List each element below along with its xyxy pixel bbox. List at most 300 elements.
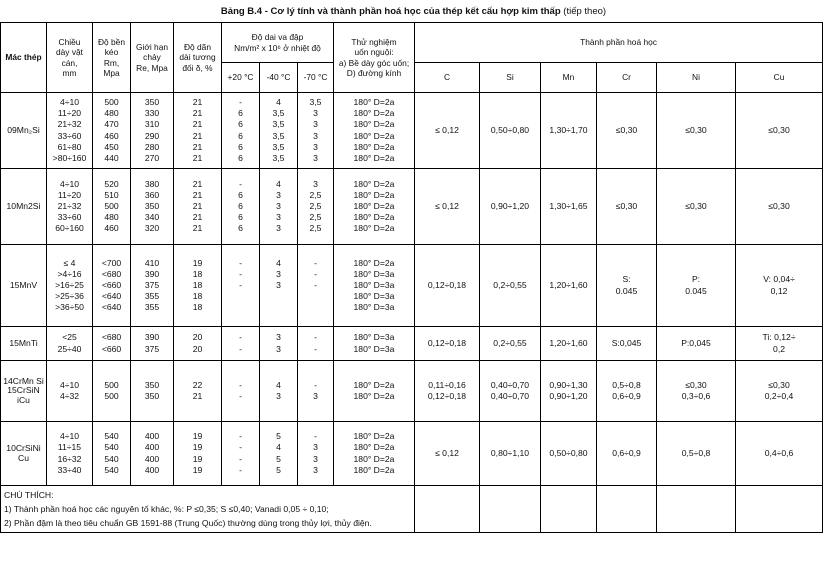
- comp-mn-cell: [541, 422, 597, 486]
- comp-si-value: 0,2÷0,55: [493, 337, 527, 348]
- impact-20-cell: [222, 327, 260, 361]
- thickness-value: 4÷10: [59, 431, 80, 442]
- yield-strength-value: 350: [144, 96, 160, 107]
- bend-test-value: 180° D=2a: [353, 257, 395, 268]
- header-line: Độ bền: [97, 36, 125, 47]
- tensile-strength-value: <700: [101, 257, 122, 268]
- header-line: Re, Mpa: [136, 62, 168, 73]
- tensile-strength-value: <660: [101, 343, 122, 354]
- impact-70-value: 3: [313, 178, 318, 189]
- bend-test-value: 180° D=2a: [353, 96, 395, 107]
- impact-70-value: -: [314, 268, 317, 279]
- comp-cr-value: ≤0,30: [615, 200, 638, 211]
- tensile-strength-value: <640: [101, 302, 122, 313]
- comp-cu-cell: [736, 422, 823, 486]
- comp-c-value: 0,11÷0,16: [428, 379, 466, 390]
- header-thu-nghiem: [334, 23, 415, 93]
- steel-grade: 10Mn2Si: [1, 169, 47, 245]
- thickness-value: 4÷32: [59, 391, 80, 401]
- impact-70-cell: [298, 169, 334, 245]
- yield-strength-value: 400: [144, 464, 160, 475]
- elongation-value: 21: [192, 223, 203, 234]
- impact-70-value: 3: [313, 152, 318, 163]
- header-gioi-han: [131, 23, 174, 93]
- tensile-strength-value: 520: [104, 178, 119, 189]
- bend-test-value: 180° D=2a: [353, 119, 395, 130]
- notes-empty-cell: [657, 486, 736, 533]
- bend-test-value: 180° D=2a: [353, 141, 395, 152]
- yield-strength-value: 290: [144, 130, 160, 141]
- bend-test-value: 180° D=2a: [353, 431, 395, 442]
- comp-cu-cell: [736, 93, 823, 169]
- elongation-value: 21: [192, 212, 203, 223]
- thickness-value: 11÷20: [57, 189, 82, 200]
- impact-70-value: -: [314, 379, 317, 390]
- impact-70-value: [299, 302, 332, 313]
- impact-20-value: -: [239, 442, 242, 453]
- header-element-si: Si: [480, 63, 541, 93]
- comp-mn-cell: [541, 93, 597, 169]
- notes-line-2: 2) Phần đậm là theo tiêu chuẩn GB 1591-88 (Trung Quốc) thường dùng trong thủy lợi, thủy điện.: [4, 518, 372, 528]
- comp-ni-cell: [657, 422, 736, 486]
- thickness-value: >36÷50: [55, 302, 84, 313]
- header-line: Rm,: [103, 57, 120, 68]
- impact-20-value: -: [239, 391, 242, 401]
- header-chieu-day: [47, 23, 93, 93]
- yield-strength-value: 375: [144, 343, 160, 354]
- bend-test-value: 180° D=3a: [353, 268, 395, 279]
- comp-cu-cell: [736, 169, 823, 245]
- impact-20-value: -: [239, 332, 242, 343]
- table-row: [1, 93, 823, 169]
- comp-ni-cell: [657, 93, 736, 169]
- impact-40-value: 4: [276, 257, 281, 268]
- elongation-value: 21: [192, 152, 203, 163]
- thickness-value: >4÷16: [57, 268, 82, 279]
- header-element-ni: Ni: [657, 63, 736, 93]
- tensile-strength-value: 480: [104, 108, 119, 119]
- comp-mn-value: 0,90÷1,30: [549, 379, 588, 390]
- bend-test-value: 180° D=3a: [353, 302, 395, 313]
- table-title: Bảng B.4 - Cơ lý tính và thành phần hoá học của thép kết cấu hợp kim thấp (tiếp theo): [220, 6, 607, 17]
- impact-20-value: -: [239, 268, 242, 279]
- tensile-strength-value: 500: [104, 200, 119, 211]
- impact-70-cell: [298, 327, 334, 361]
- impact-20-cell: [222, 361, 260, 422]
- header-line: đối δ, %: [182, 62, 213, 73]
- yield-strength-cell: [131, 245, 174, 327]
- yield-strength-cell: [131, 327, 174, 361]
- header-do-ben: [93, 23, 131, 93]
- impact-40-value: 3: [276, 332, 281, 343]
- thickness-cell: [47, 327, 93, 361]
- impact-70-value: -: [314, 332, 317, 343]
- tensile-strength-value: 500: [104, 391, 119, 401]
- impact-20-value: 6: [238, 119, 243, 130]
- impact-40-value: 4: [276, 379, 281, 390]
- impact-40-value: 3: [276, 343, 281, 354]
- yield-strength-value: 400: [144, 442, 160, 453]
- impact-20-value: [223, 291, 258, 302]
- header-element-mn: Mn: [541, 63, 597, 93]
- header-temp-20: +20 °C: [222, 63, 260, 93]
- impact-40-value: 3: [276, 189, 281, 200]
- elongation-cell: [174, 93, 222, 169]
- comp-cr-value: 0,6÷0,9: [612, 391, 641, 401]
- header-mac-thep: Mác thép: [1, 23, 47, 93]
- impact-70-value: 2,5: [309, 200, 322, 211]
- yield-strength-value: 340: [144, 212, 160, 223]
- thickness-value: 11÷15: [57, 442, 82, 453]
- yield-strength-value: 360: [144, 189, 160, 200]
- yield-strength-value: 390: [144, 268, 160, 279]
- thickness-value: 33÷60: [57, 212, 82, 223]
- comp-si-value: 0,90÷1,20: [490, 200, 530, 211]
- comp-cu-cell: [736, 361, 823, 422]
- comp-cu-value: 0,4÷0,6: [764, 447, 794, 458]
- comp-cr-cell: [597, 93, 657, 169]
- impact-40-value: 3: [276, 268, 281, 279]
- header-do-dan: [174, 23, 222, 93]
- notes-empty-cell: [597, 486, 657, 533]
- comp-mn-cell: [541, 327, 597, 361]
- impact-70-value: 3: [313, 141, 318, 152]
- impact-40-cell: [260, 361, 298, 422]
- impact-20-value: -: [239, 279, 242, 290]
- elongation-cell: [174, 422, 222, 486]
- bend-test-value: 180° D=2a: [353, 223, 395, 234]
- header-temp-40: -40 °C: [260, 63, 298, 93]
- thickness-value: 25÷40: [57, 343, 82, 354]
- elongation-value: 18: [192, 302, 203, 313]
- bend-test-value: 180° D=2a: [353, 212, 395, 223]
- impact-20-value: 6: [238, 189, 243, 200]
- impact-70-value: 3: [313, 453, 318, 464]
- steel-grade: 10CrSiNi Cu: [1, 422, 47, 486]
- tensile-strength-value: 500: [104, 96, 119, 107]
- comp-cu-value: 0,12: [770, 285, 788, 296]
- impact-40-cell: [260, 422, 298, 486]
- impact-70-value: [299, 291, 332, 302]
- impact-40-value: 4: [276, 178, 281, 189]
- header-line: dài tương: [179, 52, 216, 63]
- bend-test-cell: [334, 422, 415, 486]
- bend-test-value: 180° D=2a: [353, 391, 395, 401]
- impact-70-value: 3: [313, 130, 318, 141]
- impact-20-cell: [222, 93, 260, 169]
- elongation-cell: [174, 327, 222, 361]
- impact-20-value: 6: [238, 212, 243, 223]
- elongation-value: 21: [192, 391, 203, 401]
- thickness-cell: [47, 169, 93, 245]
- comp-ni-value: P:: [691, 274, 701, 285]
- table-row: [1, 327, 823, 361]
- bend-test-cell: [334, 327, 415, 361]
- comp-si-value: 0,50÷0,80: [490, 124, 530, 135]
- comp-ni-value: 0,3÷0,6: [681, 391, 711, 401]
- comp-ni-value: ≤0,30: [685, 200, 707, 211]
- elongation-value: 20: [192, 343, 203, 354]
- comp-cu-value: ≤0,30: [768, 200, 790, 211]
- comp-si-value: 0,2÷0,55: [493, 279, 527, 290]
- impact-40-value: 3,5: [272, 141, 285, 152]
- comp-ni-cell: [657, 169, 736, 245]
- comp-c-value: 0,12÷0,18: [427, 337, 467, 348]
- thickness-value: 11÷20: [57, 108, 82, 119]
- elongation-cell: [174, 169, 222, 245]
- impact-70-value: 3: [313, 108, 318, 119]
- thickness-value: 33÷40: [57, 464, 82, 475]
- bend-test-value: 180° D=3a: [353, 291, 395, 302]
- comp-cr-cell: [597, 327, 657, 361]
- comp-cr-cell: [597, 169, 657, 245]
- comp-mn-value: 0,90÷1,20: [549, 391, 588, 401]
- tensile-strength-value: 480: [104, 212, 119, 223]
- comp-ni-value: ≤0,30: [685, 379, 707, 390]
- thickness-cell: [47, 93, 93, 169]
- comp-c-value: ≤ 0,12: [435, 447, 459, 458]
- tensile-strength-value: 470: [104, 119, 119, 130]
- notes-empty-cell: [480, 486, 541, 533]
- comp-mn-cell: [541, 169, 597, 245]
- impact-20-value: -: [239, 343, 242, 354]
- impact-40-value: 4: [276, 442, 281, 453]
- bend-test-value: 180° D=2a: [353, 152, 395, 163]
- thickness-value: 21÷32: [57, 119, 82, 130]
- comp-mn-value: 1,30÷1,70: [549, 124, 588, 135]
- impact-70-value: 3,5: [309, 96, 322, 107]
- comp-cr-value: 0,5÷0,8: [612, 379, 641, 390]
- impact-40-cell: [260, 245, 298, 327]
- impact-70-cell: [298, 422, 334, 486]
- comp-c-cell: [415, 93, 480, 169]
- impact-40-cell: [260, 327, 298, 361]
- steel-grade: 14CrMn Si 15CrSiN iCu: [1, 361, 47, 422]
- notes-heading: CHÚ THÍCH:: [4, 490, 54, 500]
- comp-mn-value: 0,50÷0,80: [549, 447, 588, 458]
- impact-70-value: 2,5: [309, 223, 322, 234]
- table-row: [1, 245, 823, 327]
- impact-40-value: 3,5: [272, 152, 285, 163]
- comp-c-value: 0,12÷0,18: [427, 279, 467, 290]
- comp-cr-value: ≤0,30: [615, 124, 638, 135]
- comp-cr-value: 0,6÷0,9: [612, 447, 641, 458]
- impact-40-value: 3,5: [272, 119, 285, 130]
- thickness-cell: [47, 361, 93, 422]
- yield-strength-cell: [131, 361, 174, 422]
- header-line: Nm/m² x 10⁶ ở nhiệt độ: [234, 42, 321, 53]
- bend-test-value: 180° D=2a: [353, 178, 395, 189]
- comp-si-value: 0,40÷0,70: [490, 391, 530, 401]
- bend-test-value: 180° D=3a: [353, 332, 395, 343]
- comp-cr-cell: [597, 361, 657, 422]
- impact-70-value: 3: [313, 119, 318, 130]
- elongation-value: 19: [192, 431, 203, 442]
- comp-cr-value: S:: [622, 274, 631, 285]
- tensile-strength-cell: [93, 245, 131, 327]
- impact-20-cell: [222, 422, 260, 486]
- bend-test-value: 180° D=2a: [353, 453, 395, 464]
- impact-20-value: 6: [238, 223, 243, 234]
- comp-mn-value: 1,20÷1,60: [549, 279, 588, 290]
- comp-ni-value: ≤0,30: [685, 124, 707, 135]
- thickness-value: 16÷32: [57, 453, 82, 464]
- impact-40-value: 5: [276, 431, 281, 442]
- comp-mn-value: 1,30÷1,65: [549, 200, 588, 211]
- header-line: Độ dãn: [183, 41, 211, 52]
- tensile-strength-cell: [93, 327, 131, 361]
- impact-20-cell: [222, 245, 260, 327]
- impact-40-value: [261, 291, 296, 302]
- steel-grade: 15MnTi: [1, 327, 47, 361]
- comp-c-value: ≤ 0,12: [435, 124, 459, 135]
- header-element-cr: Cr: [597, 63, 657, 93]
- header-do-dai-va-dap: [222, 23, 334, 63]
- thickness-value: 61÷80: [57, 141, 82, 152]
- elongation-value: 18: [192, 279, 203, 290]
- yield-strength-value: 270: [144, 152, 160, 163]
- bend-test-value: 180° D=3a: [353, 343, 395, 354]
- comp-ni-cell: [657, 361, 736, 422]
- tensile-strength-value: 540: [104, 431, 119, 442]
- comp-cu-value: ≤0,30: [768, 379, 790, 390]
- tensile-strength-cell: [93, 93, 131, 169]
- comp-si-cell: [480, 93, 541, 169]
- bend-test-value: 180° D=2a: [353, 442, 395, 453]
- tensile-strength-value: 540: [104, 453, 119, 464]
- thickness-value: 4÷10: [59, 96, 80, 107]
- comp-si-cell: [480, 169, 541, 245]
- thickness-value: >16÷25: [55, 279, 84, 290]
- header-line: Độ dai va đập: [251, 32, 304, 42]
- notes-line-1: 1) Thành phần hoá học các nguyên tố khác, %: P ≤0,35; S ≤0,40; Vanadi 0,05 ÷ 0,10;: [4, 504, 329, 514]
- comp-c-cell: [415, 245, 480, 327]
- header-line: mm: [62, 68, 77, 78]
- header-line: dày vật: [55, 47, 83, 57]
- impact-40-value: 3: [276, 391, 281, 401]
- header-line: Thử nghiệm: [351, 36, 397, 47]
- comp-cr-value: 0.045: [615, 285, 638, 296]
- header-line: D) đường kính: [346, 68, 402, 78]
- comp-cu-value: 0,2: [773, 343, 785, 354]
- elongation-value: 18: [192, 268, 203, 279]
- thickness-value: 21÷32: [57, 200, 82, 211]
- yield-strength-value: 330: [144, 108, 160, 119]
- table-row: [1, 422, 823, 486]
- tensile-strength-value: 500: [104, 379, 119, 390]
- comp-cr-value: S:0,045: [611, 337, 642, 348]
- bend-test-value: 180° D=2a: [353, 379, 395, 390]
- header-element-cu: Cu: [736, 63, 823, 93]
- steel-grade: 15MnV: [1, 245, 47, 327]
- tensile-strength-value: 540: [104, 442, 119, 453]
- elongation-value: 19: [192, 442, 203, 453]
- thickness-value: ≤ 4: [63, 257, 76, 268]
- comp-c-cell: [415, 422, 480, 486]
- impact-40-value: 3: [276, 223, 281, 234]
- bend-test-value: 180° D=2a: [353, 130, 395, 141]
- comp-ni-cell: [657, 245, 736, 327]
- yield-strength-value: 375: [144, 279, 160, 290]
- tensile-strength-cell: [93, 361, 131, 422]
- thickness-value: >25÷36: [55, 291, 84, 302]
- comp-cu-value: ≤0,30: [768, 124, 790, 135]
- steel-properties-table: [0, 22, 823, 533]
- impact-20-value: -: [239, 96, 242, 107]
- impact-70-value: 3: [313, 464, 318, 475]
- yield-strength-value: 280: [144, 141, 160, 152]
- yield-strength-cell: [131, 169, 174, 245]
- impact-40-value: 3: [276, 279, 281, 290]
- impact-20-value: -: [239, 464, 242, 475]
- header-line: uốn nguội:: [354, 47, 394, 57]
- impact-20-value: -: [239, 453, 242, 464]
- header-line: chảy: [143, 52, 161, 63]
- impact-20-value: -: [239, 431, 242, 442]
- comp-c-value: 0,12÷0,18: [427, 391, 467, 401]
- impact-70-cell: [298, 361, 334, 422]
- thickness-value: <25: [62, 332, 77, 343]
- tensile-strength-value: 460: [104, 130, 119, 141]
- bend-test-value: 180° D=2a: [353, 464, 395, 475]
- comp-c-value: ≤ 0,12: [435, 200, 459, 211]
- elongation-value: 21: [192, 178, 203, 189]
- yield-strength-value: 355: [144, 291, 160, 302]
- header-element-c: C: [415, 63, 480, 93]
- header-line: kéo: [104, 47, 119, 57]
- elongation-value: 22: [192, 379, 203, 390]
- elongation-value: 21: [192, 96, 203, 107]
- thickness-value: 60÷160: [55, 223, 84, 234]
- bend-test-value: 180° D=2a: [353, 200, 395, 211]
- impact-70-cell: [298, 245, 334, 327]
- impact-20-value: 6: [238, 141, 243, 152]
- tensile-strength-value: 510: [104, 189, 119, 200]
- yield-strength-value: 355: [144, 302, 160, 313]
- notes-empty-cell: [736, 486, 823, 533]
- bend-test-cell: [334, 93, 415, 169]
- tensile-strength-value: <680: [101, 332, 122, 343]
- impact-70-value: -: [314, 343, 317, 354]
- steel-grade: 09Mn₂Si: [1, 93, 47, 169]
- header-line: Mpa: [103, 68, 120, 78]
- elongation-value: 19: [192, 257, 203, 268]
- header-line: Chiều: [58, 36, 81, 47]
- impact-40-value: [261, 302, 296, 313]
- header-line: cán,: [61, 57, 78, 68]
- impact-70-value: 3: [313, 442, 318, 453]
- impact-70-value: 3: [313, 391, 318, 401]
- impact-20-value: 6: [238, 130, 243, 141]
- tensile-strength-value: 440: [104, 152, 119, 163]
- notes-empty-cell: [415, 486, 480, 533]
- impact-40-value: 3: [276, 200, 281, 211]
- impact-20-value: -: [239, 178, 242, 189]
- header-line: Giới hạn: [135, 41, 169, 52]
- elongation-value: 21: [192, 108, 203, 119]
- bend-test-value: 180° D=3a: [353, 279, 395, 290]
- comp-ni-value: P:0,045: [681, 337, 711, 348]
- header-temp-70: -70 °C: [298, 63, 334, 93]
- impact-20-value: 6: [238, 108, 243, 119]
- elongation-value: 20: [192, 332, 203, 343]
- bend-test-cell: [334, 169, 415, 245]
- yield-strength-value: 320: [144, 223, 160, 234]
- elongation-value: 18: [192, 291, 203, 302]
- bend-test-value: 180° D=2a: [353, 108, 395, 119]
- impact-40-value: 3,5: [272, 108, 285, 119]
- tensile-strength-value: 460: [104, 223, 119, 234]
